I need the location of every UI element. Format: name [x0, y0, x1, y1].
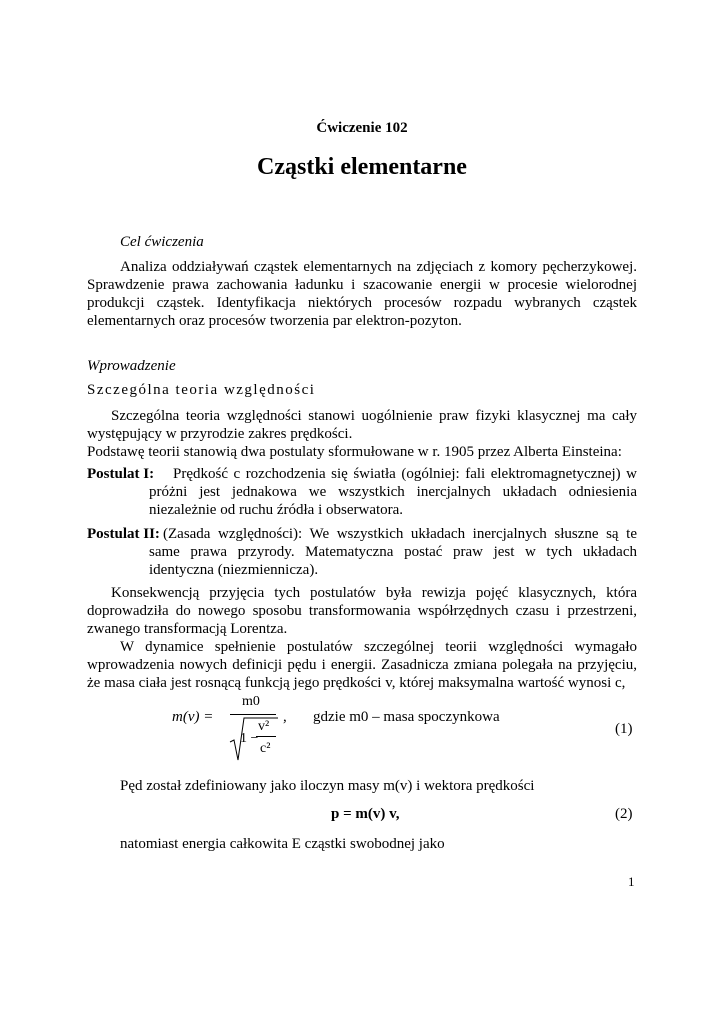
postulate-1 [87, 465, 637, 519]
eq1-inner-fraction-bar [256, 736, 276, 737]
eq1-denominator-v: v² [258, 719, 270, 734]
exercise-number: Ćwiczenie 102 [316, 120, 408, 136]
postulate-2 [87, 525, 637, 579]
postulate-2-label: Postulat II: [87, 526, 160, 542]
goal-paragraph [87, 258, 637, 330]
intro-p1: Szczególna teoria względności stanowi uogólnienie praw fizyki klasycznej ma cały występujący w przyrodzie zakres prędkości. [87, 408, 637, 442]
intro-p4: W dynamice spełnienie postulatów szczególnej teorii względności wymagało wprowadzenia nowych definicji pędu i energii. Zasadnicza zmiana polegała na przyjęciu, że masa ciała jest rosnącą funkcją jego prędkości v, której maksymalna wartość wynosi c, [87, 639, 637, 691]
postulate-1-label: Postulat I: [87, 466, 155, 482]
intro-subheading: Szczególna teoria względności [87, 382, 316, 398]
goal-heading: Cel ćwiczenia [120, 234, 204, 250]
energy-text: natomiast energia całkowita E cząstki swobodnej jako [120, 836, 445, 852]
page-number: 1 [628, 874, 635, 889]
equation-2: p = m(v) v, [331, 806, 400, 822]
postulate-2-text: (Zasada względności): We wszystkich układach inercjalnych słuszne są te same prawa przyrody. Matematyczna postać praw jest w tych układach identyczna (niezmiennicza). [149, 526, 637, 578]
intro-p2: Podstawę teorii stanowią dwa postulaty sformułowane w r. 1905 przez Alberta Einsteina: [87, 444, 622, 460]
intro-paragraph-1 [87, 407, 637, 461]
goal-text: Analiza oddziaływań cząstek elementarnych na zdjęciach z komory pęcherzykowej. Sprawdzenie prawa zachowania ładunku i szacowanie energii w procesie wielorodnej produkcji cząstek. Identyfikacja niektórych procesów rozpadu wybranych cząstek elementarnych oraz procesów tworzenia par elektron-pozyton. [87, 259, 637, 329]
momentum-text: Pęd został zdefiniowany jako iloczyn masy m(v) i wektora prędkości [120, 778, 535, 794]
eq1-trailing: , [283, 709, 287, 725]
eq1-note: gdzie m0 – masa spoczynkowa [313, 709, 500, 725]
eq1-numerator: m0 [242, 694, 260, 709]
intro-paragraph-2 [87, 584, 637, 692]
eq2-number: (2) [615, 806, 633, 822]
page-title: Cząstki elementarne [257, 154, 467, 180]
postulate-1-text: Prędkość c rozchodzenia się światła (ogólniej: fali elektromagnetycznej) w próżni jest jednakowa we wszystkich inercjalnych układach odniesienia niezależnie od ruchu źródła i obserwatora. [149, 466, 637, 518]
eq1-denominator-c: c² [260, 741, 271, 756]
eq1-fraction-bar [230, 714, 276, 715]
eq1-denominator-one: 1 − [240, 731, 259, 746]
intro-p3: Konsekwencją przyjęcia tych postulatów była rewizja pojęć klasycznych, która doprowadziła do nowego sposobu transformowania współrzędnych czasu i przestrzeni, zwanego transformacją Lorentza. [87, 585, 637, 637]
eq1-number: (1) [615, 721, 633, 737]
equation-1-lhs [172, 708, 213, 726]
eq1-lhs: m(v) = [172, 709, 214, 725]
intro-heading: Wprowadzenie [87, 358, 176, 374]
